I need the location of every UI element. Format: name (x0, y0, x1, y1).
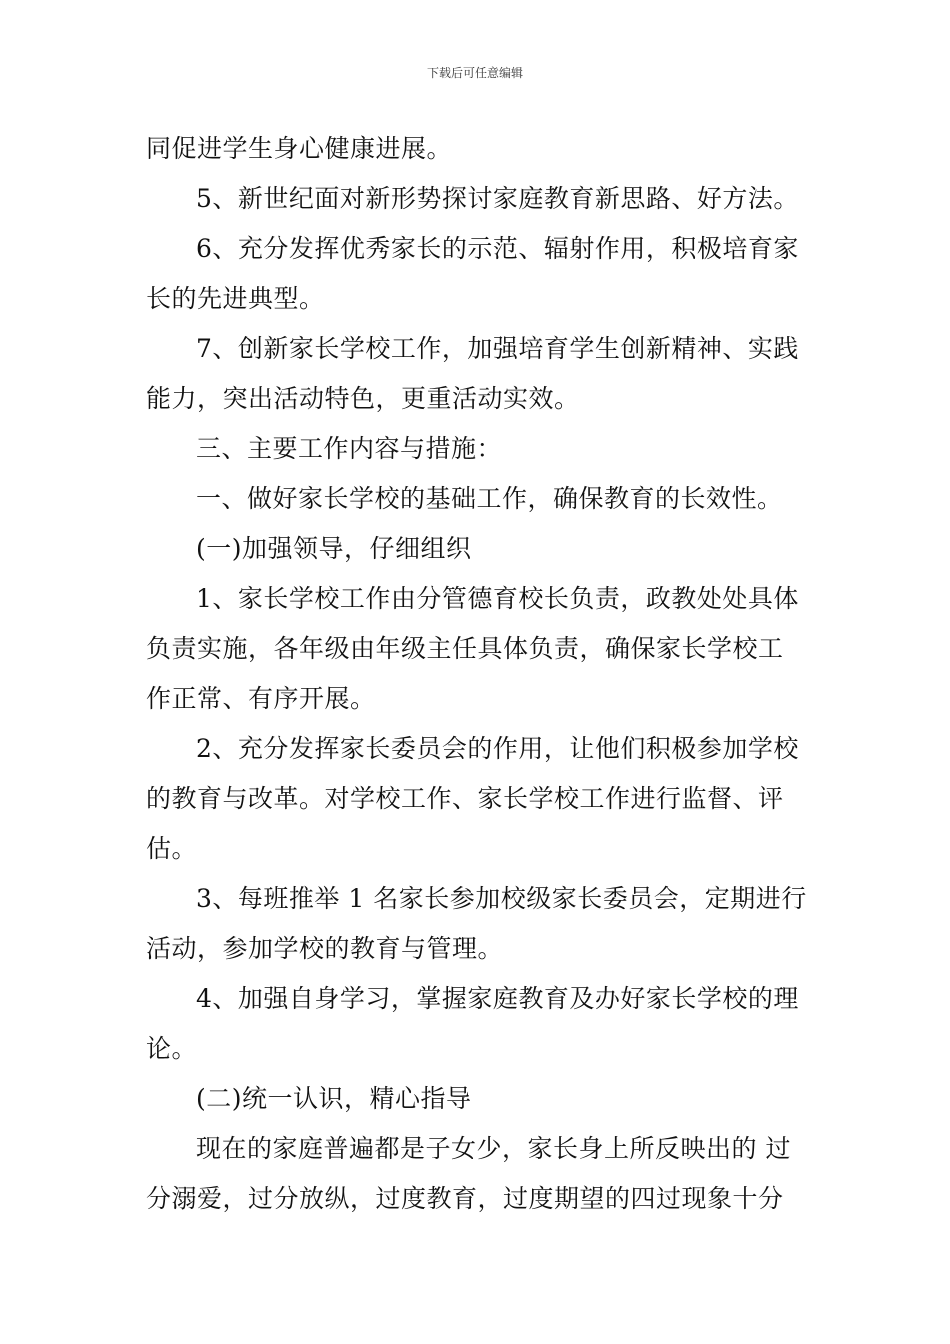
text-line: 长的先进典型。 (146, 284, 325, 313)
text-line: 分溺爱，过分放纵，过度教育，过度期望的四过现象十分 (146, 1184, 784, 1213)
text-line: 作正常、有序开展。 (146, 684, 376, 713)
text-line: 估。 (146, 834, 198, 863)
text-line: 7、创新家长学校工作，加强培育学生创新精神、实践 (196, 334, 799, 363)
text-line: 5、新世纪面对新形势探讨家庭教育新思路、好方法。 (196, 184, 799, 213)
text-line: 负责实施，各年级由年级主任具体负责，确保家长学校工 (146, 634, 784, 663)
text-line: 现在的家庭普遍都是子女少，家长身上所反映出的 过 (196, 1134, 791, 1163)
subsection-heading: (一)加强领导，仔细组织 (196, 534, 472, 563)
text-line: 2、充分发挥家长委员会的作用，让他们积极参加学校 (196, 734, 799, 763)
document-body (146, 124, 811, 1224)
text-line: 论。 (146, 1034, 198, 1063)
text-line: 3、每班推举 1 名家长参加校级家长委员会，定期进行 (196, 884, 807, 913)
text-line: 6、充分发挥优秀家长的示范、辐射作用，积极培育家 (196, 234, 799, 263)
text-line: 活动，参加学校的教育与管理。 (146, 934, 504, 963)
page-header-note: 下载后可任意编辑 (426, 66, 523, 80)
section-heading: 三、主要工作内容与措施： (196, 434, 503, 463)
subsection-heading: (二)统一认识，精心指导 (196, 1084, 472, 1113)
text-line: 的教育与改革。对学校工作、家长学校工作进行监督、评 (146, 784, 784, 813)
text-line: 1、家长学校工作由分管德育校长负责，政教处处具体 (196, 584, 799, 613)
text-line: 同促进学生身心健康进展。 (146, 134, 453, 163)
text-line: 4、加强自身学习，掌握家庭教育及办好家长学校的理 (196, 984, 799, 1013)
text-line: 能力，突出活动特色，更重活动实效。 (146, 384, 580, 413)
section-heading: 一、做好家长学校的基础工作，确保教育的长效性。 (196, 484, 783, 513)
